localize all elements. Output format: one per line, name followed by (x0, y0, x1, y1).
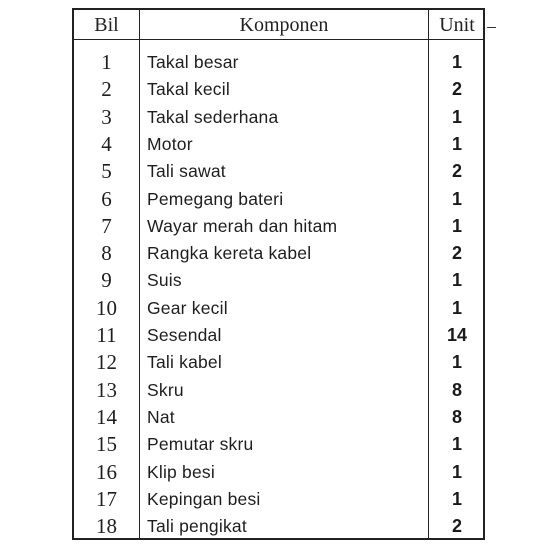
row-component-name: Tali pengikat (147, 516, 247, 537)
row-number: 8 (101, 241, 112, 266)
row-number: 4 (101, 131, 112, 156)
row-unit-count: 1 (451, 297, 462, 318)
table-row (74, 213, 483, 240)
row-unit-count: 8 (451, 406, 462, 427)
row-number: 10 (96, 295, 117, 320)
component-table (72, 8, 485, 540)
row-number: 6 (101, 186, 112, 211)
header-komponen: Komponen (239, 14, 329, 36)
row-component-name: Pemegang bateri (147, 188, 284, 209)
row-number: 7 (101, 213, 112, 238)
row-component-name: Takal kecil (147, 79, 230, 100)
row-unit-count: 1 (451, 133, 462, 154)
table-row (74, 131, 483, 158)
table-row (74, 349, 483, 376)
header-bil: Bil (94, 14, 119, 36)
table-row (74, 377, 483, 404)
row-unit-count: 2 (451, 79, 462, 100)
row-component-name: Skru (147, 379, 184, 400)
row-unit-count: 1 (451, 52, 462, 72)
table-row (74, 431, 483, 458)
row-component-name: Nat (147, 406, 175, 427)
row-component-name: Klip besi (147, 461, 215, 482)
row-component-name: Tali kabel (147, 352, 222, 373)
row-number: 3 (101, 104, 112, 129)
row-unit-count: 1 (451, 215, 462, 236)
row-unit-count: 2 (451, 516, 462, 537)
row-number: 11 (96, 323, 117, 347)
table-row (74, 186, 483, 213)
table-row (74, 513, 483, 540)
row-number: 12 (96, 350, 117, 375)
row-component-name: Pemutar skru (147, 434, 254, 455)
row-component-name: Wayar merah dan hitam (147, 215, 338, 236)
table-row (74, 295, 483, 322)
row-number: 16 (96, 459, 117, 484)
row-unit-count: 1 (451, 461, 462, 482)
row-number: 13 (96, 377, 117, 402)
row-unit-count: 1 (451, 352, 462, 373)
table-row (74, 49, 483, 76)
row-unit-count: 1 (451, 434, 462, 455)
row-component-name: Gear kecil (147, 297, 228, 318)
row-unit-count: 2 (451, 243, 462, 264)
row-component-name: Sesendal (147, 325, 222, 345)
row-component-name: Takal sederhana (147, 106, 279, 127)
header-unit: Unit (439, 14, 475, 36)
row-number: 5 (101, 159, 112, 184)
row-unit-count: 2 (451, 161, 462, 182)
header-divider (74, 39, 483, 40)
row-unit-count: 1 (451, 488, 462, 509)
row-component-name: Takal besar (147, 52, 239, 72)
row-number: 18 (96, 514, 117, 539)
table-row (74, 240, 483, 267)
table-row (74, 267, 483, 294)
row-component-name: Tali sawat (147, 161, 226, 182)
row-number: 2 (101, 77, 112, 102)
table-row (74, 322, 483, 349)
table-row (74, 76, 483, 103)
edge-mark (487, 27, 496, 28)
row-number: 9 (101, 268, 112, 293)
table-row (74, 486, 483, 513)
row-unit-count: 1 (451, 106, 462, 127)
row-number: 15 (96, 432, 117, 457)
row-number: 17 (96, 486, 117, 511)
row-number: 1 (101, 50, 112, 74)
row-unit-count: 1 (451, 270, 462, 291)
row-component-name: Suis (147, 270, 182, 291)
row-unit-count: 8 (451, 379, 462, 400)
row-component-name: Kepingan besi (147, 488, 261, 509)
row-unit-count: 1 (451, 188, 462, 209)
row-component-name: Rangka kereta kabel (147, 243, 312, 264)
table-row (74, 158, 483, 185)
row-component-name: Motor (147, 133, 193, 154)
row-unit-count: 14 (446, 325, 468, 345)
table-row (74, 459, 483, 486)
table-row (74, 404, 483, 431)
row-number: 14 (96, 404, 117, 429)
table-row (74, 104, 483, 131)
